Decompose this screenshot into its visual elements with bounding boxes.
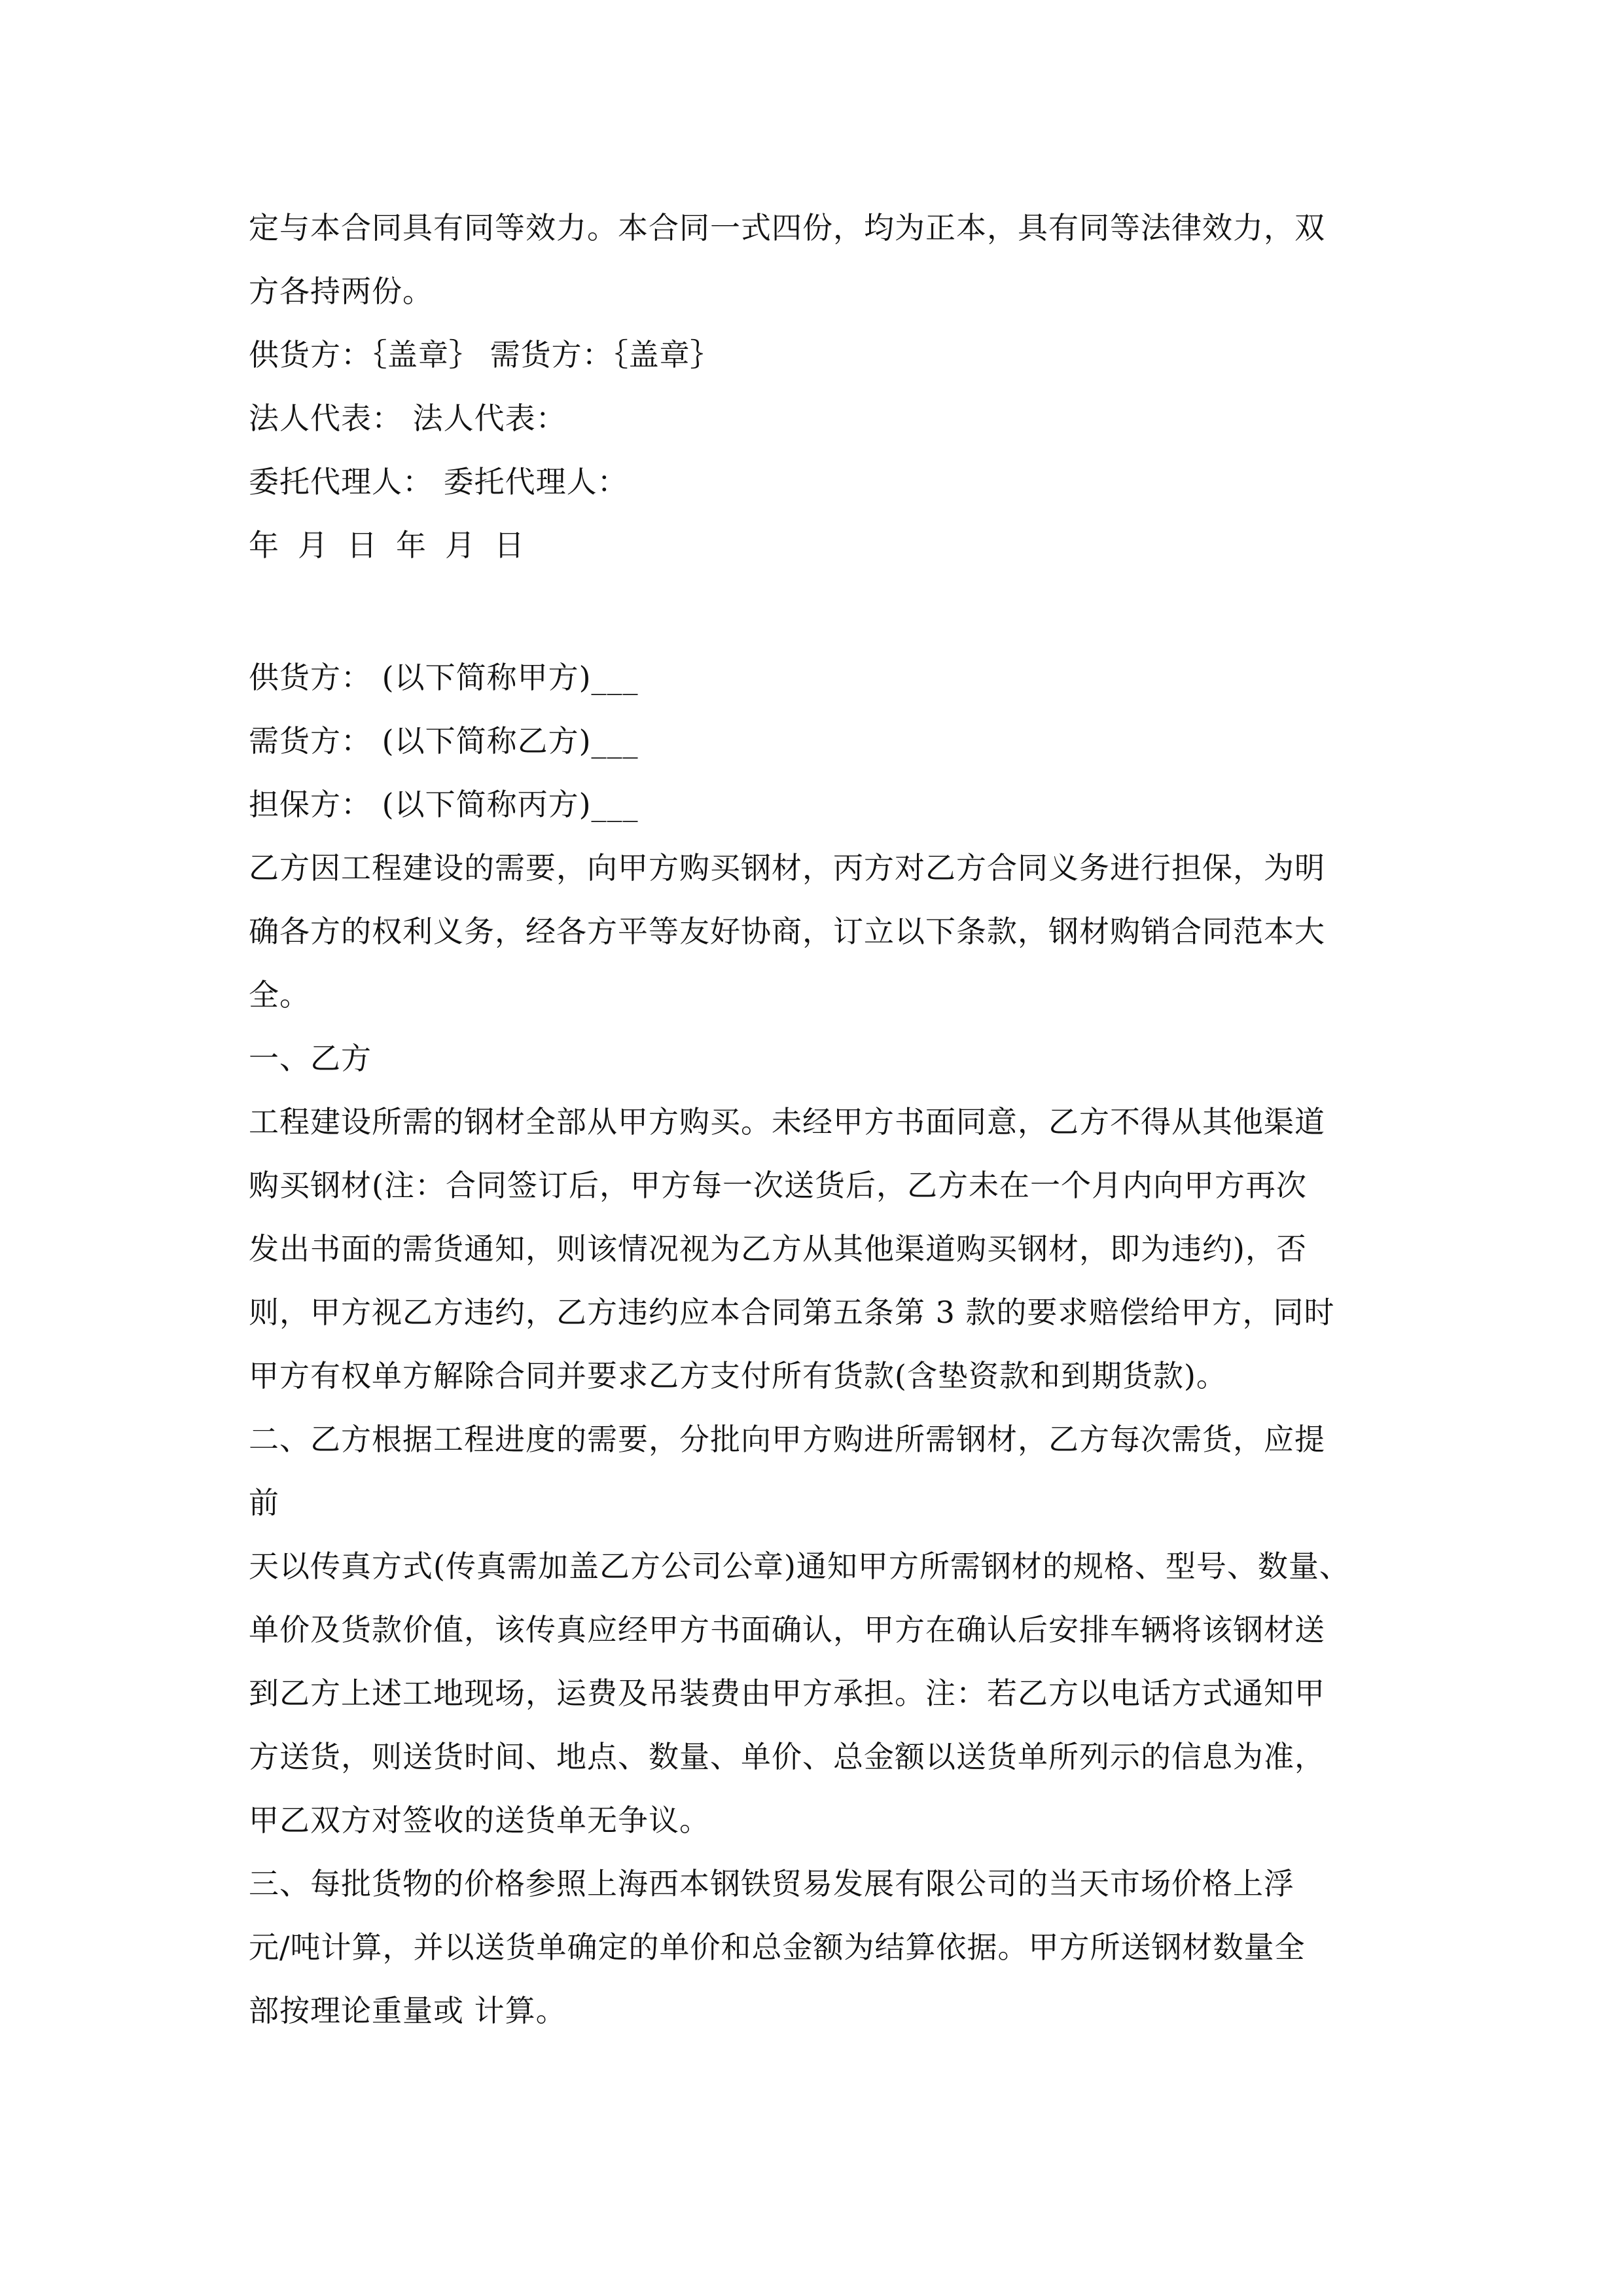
clause-heading: 二、乙方根据工程进度的需要，分批向甲方购进所需钢材，乙方每次需货，应提 — [249, 1422, 1325, 1457]
party-guarantor: 担保方： (以下简称丙方)___ — [249, 787, 639, 822]
text-line: 乙方因工程建设的需要，向甲方购买钢材，丙方对乙方合同义务进行担保，为明 — [249, 850, 1325, 886]
text-line: 甲乙双方对签收的送货单无争议。 — [249, 1803, 710, 1838]
party-supplier: 供货方： (以下简称甲方)___ — [249, 660, 639, 695]
date-month: 月 — [298, 528, 329, 563]
text-line: 全。 — [249, 977, 310, 1013]
text-line: 方送货，则送货时间、地点、数量、单价、总金额以送货单所列示的信息为准， — [249, 1739, 1325, 1774]
date-year: 年 — [396, 528, 427, 563]
date-day: 日 — [494, 528, 525, 563]
text-line: 前 — [249, 1485, 279, 1520]
text-line: 到乙方上述工地现场，运费及吊装费由甲方承担。注：若乙方以电话方式通知甲 — [249, 1676, 1325, 1711]
text-line: 方各持两份。 — [249, 274, 433, 309]
date-day: 日 — [347, 528, 378, 563]
signature-line-seal: 供货方：｛盖章｝ 需货方：｛盖章｝ — [249, 337, 721, 372]
date-year: 年 — [249, 528, 279, 563]
text-line: 工程建设所需的钢材全部从甲方购买。未经甲方书面同意，乙方不得从其他渠道 — [249, 1104, 1325, 1139]
text-line: 元/吨计算，并以送货单确定的单价和总金额为结算依据。甲方所送钢材数量全 — [249, 1929, 1306, 1965]
party-buyer: 需货方： (以下简称乙方)___ — [249, 723, 639, 759]
date-month: 月 — [445, 528, 476, 563]
signature-line-agent: 委托代理人： 委托代理人： — [249, 464, 628, 499]
text-line: 定与本合同具有同等效力。本合同一式四份，均为正本，具有同等法律效力，双 — [249, 210, 1325, 245]
signature-line-legal-rep: 法人代表： 法人代表： — [249, 401, 567, 436]
clause-heading: 三、每批货物的价格参照上海西本钢铁贸易发展有限公司的当天市场价格上浮 — [249, 1866, 1294, 1901]
section-gap — [249, 577, 1394, 646]
clause-heading: 一、乙方 — [249, 1041, 372, 1076]
text-line: 则，甲方视乙方违约，乙方违约应本合同第五条第 3 款的要求赔偿给甲方，同时 — [249, 1295, 1335, 1330]
text-line: 购买钢材(注：合同签订后，甲方每一次送货后，乙方未在一个月内向甲方再次 — [249, 1168, 1307, 1203]
date-line — [249, 514, 1394, 577]
text-line: 确各方的权利义务，经各方平等友好协商，订立以下条款，钢材购销合同范本大 — [249, 914, 1325, 949]
text-line: 天以传真方式(传真需加盖乙方公司公章)通知甲方所需钢材的规格、型号、数量、 — [249, 1549, 1350, 1584]
contract-page — [249, 196, 1394, 2043]
text-line: 部按理论重量或 计算。 — [249, 1993, 567, 2028]
text-line: 甲方有权单方解除合同并要求乙方支付所有货款(含垫资款和到期货款)。 — [249, 1358, 1227, 1393]
text-line: 发出书面的需货通知，则该情况视为乙方从其他渠道购买钢材，即为违约)，否 — [249, 1231, 1307, 1266]
text-line: 单价及货款价值，该传真应经甲方书面确认，甲方在确认后安排车辆将该钢材送 — [249, 1612, 1325, 1647]
